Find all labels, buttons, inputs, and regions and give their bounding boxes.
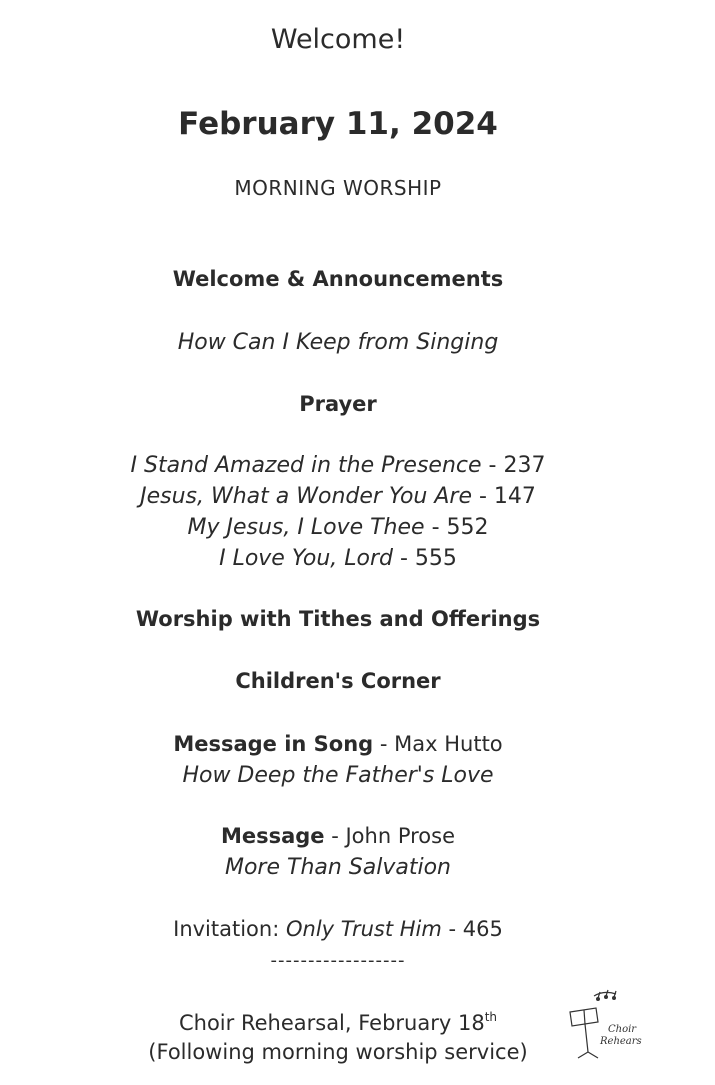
message-label: Message (220, 824, 325, 848)
hymn-number: - 555 (392, 546, 457, 571)
service-title: MORNING WORSHIP (234, 176, 442, 200)
hymn-number: - 552 (424, 515, 489, 540)
hymn-item (0, 515, 676, 540)
message-person: - John Prose (324, 824, 456, 848)
hymn-item (0, 453, 676, 478)
message-title: More Than Salvation (224, 855, 451, 880)
service-date: February 11, 2024 (178, 106, 498, 142)
hymn-item (0, 546, 676, 571)
message-in-song (0, 732, 676, 756)
invitation (0, 917, 676, 941)
choir-rehearsal-text: Choir Rehearsal, February 18 (178, 1011, 485, 1035)
hymn-item (0, 484, 676, 509)
invitation-number: - 465 (441, 917, 503, 941)
choir-rehearsal-note: (Following morning worship service) (148, 1040, 528, 1064)
welcome-announcements: Welcome & Announcements (172, 267, 504, 291)
childrens-corner: Children's Corner (235, 669, 441, 693)
invitation-title: Only Trust Him (285, 917, 442, 941)
clipart-text-rehears: Rehears (600, 1036, 642, 1047)
hymn-title: Jesus, What a Wonder You Are (140, 484, 472, 509)
choir-rehearsal-suffix: th (484, 1010, 498, 1024)
separator: ------------------ (270, 950, 406, 971)
opening-song: How Can I Keep from Singing (177, 330, 499, 355)
clipart-text-choir: Choir (608, 1024, 637, 1035)
tithes-offerings: Worship with Tithes and Offerings (135, 607, 541, 631)
message-in-song-title: How Deep the Father's Love (182, 763, 494, 788)
hymn-title: I Love You, Lord (219, 546, 393, 571)
message (0, 824, 676, 848)
hymn-title: I Stand Amazed in the Presence (130, 453, 482, 478)
message-in-song-person: - Max Hutto (373, 732, 503, 756)
message-in-song-label: Message in Song (173, 732, 374, 756)
hymn-number: - 237 (481, 453, 546, 478)
hymn-title: My Jesus, I Love Thee (187, 515, 425, 540)
prayer: Prayer (299, 392, 377, 416)
hymn-number: - 147 (471, 484, 536, 509)
invitation-label: Invitation: (173, 917, 286, 941)
choir-music-stand-icon (564, 988, 650, 1060)
welcome-heading: Welcome! (270, 24, 406, 55)
